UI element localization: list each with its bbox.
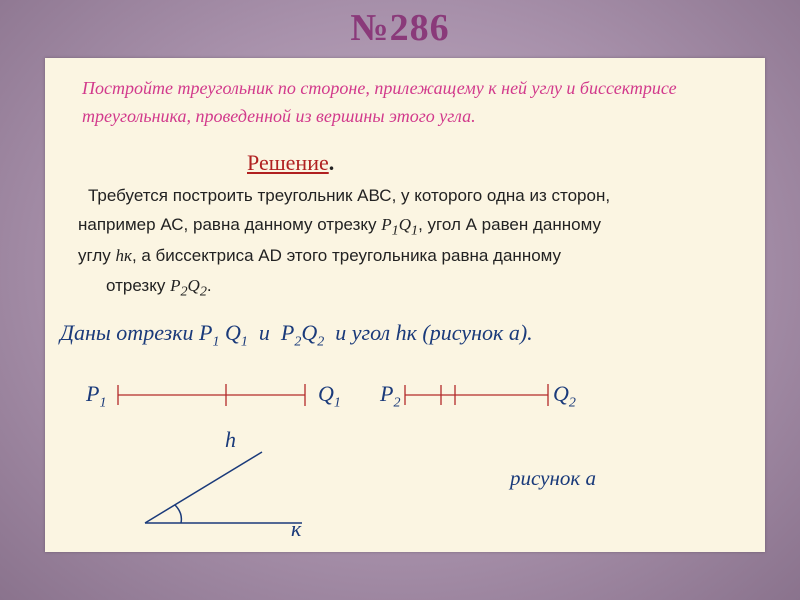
text-line-1: Требуется построить треугольник АВС, у которого одна из сторон,	[88, 186, 611, 205]
label-k: к	[291, 516, 302, 541]
problem-title: №286	[350, 7, 450, 49]
segment-p2q2-drawing	[405, 384, 548, 406]
segment-p2q2: $P_2Q_2$	[170, 276, 207, 300]
task-statement: Постройте треугольник по стороне, прилежащему к ней углу и биссектрисе треугольника, проведенной из вершины этого угла.	[82, 78, 677, 126]
text-line-2-start: например АС, равна данному отрезку	[78, 215, 382, 234]
angle-hk-drawing	[145, 452, 302, 523]
label-p1: $P_1$	[86, 381, 107, 411]
solution-label: Решение	[247, 150, 329, 175]
label-q2: $Q_2$	[553, 381, 576, 411]
label-p2: $P_2$	[380, 381, 401, 411]
text-line-3: углу hк, а биссектриса АD этого треугольника равна данному	[78, 246, 562, 265]
figure-caption: рисунок а	[510, 466, 596, 490]
angle-hk-text: hк	[115, 246, 132, 265]
segment-p1q1: $P_1Q_1$	[381, 215, 419, 239]
text-line-4: отрезку $P_2Q_2$.	[106, 276, 212, 300]
label-q1: $Q_1$	[318, 381, 341, 411]
solution-dot: .	[328, 150, 335, 175]
segment-p1q1-drawing	[118, 384, 305, 406]
text-line-2-end: , угол А равен данному	[418, 215, 601, 234]
given-statement: Даны отрезки $P_1$ $Q_1$ и $P_2Q_2$ и угол hк (рисунок а).	[60, 320, 533, 350]
label-h: h	[225, 427, 236, 452]
